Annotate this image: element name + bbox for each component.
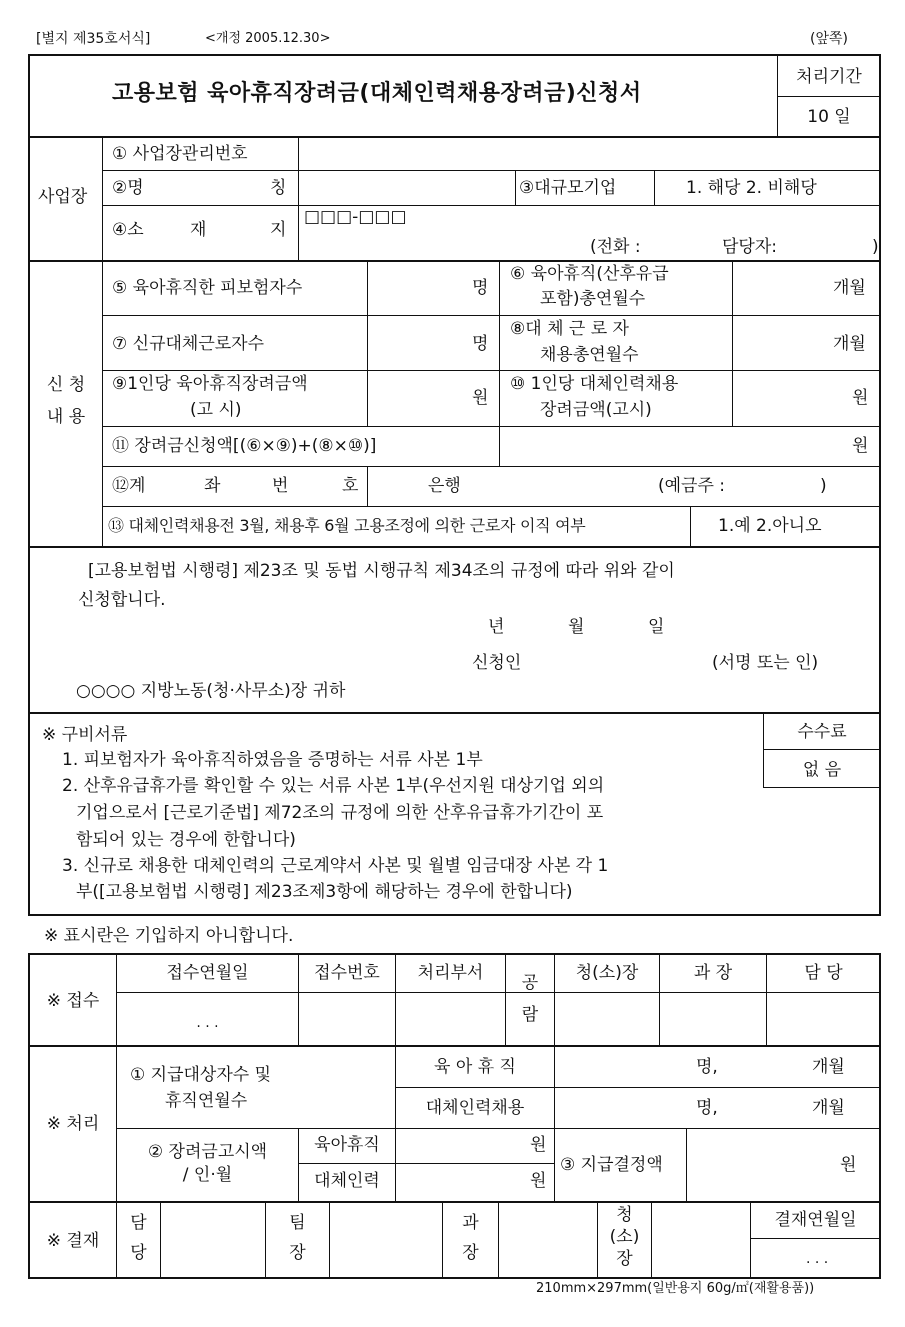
- application-section-label-1: 신 청: [46, 375, 86, 395]
- unit-won-1: 원: [472, 388, 489, 408]
- date-month: 월: [568, 617, 585, 637]
- officer-header: 담 당: [804, 963, 843, 983]
- payment-decision-label: ③ 지급결정액: [560, 1155, 663, 1175]
- approval-team-2: 장: [289, 1243, 306, 1263]
- form-number: [별지 제35호서식]: [36, 31, 151, 47]
- payment-target-l2: 휴직연월수: [165, 1091, 248, 1111]
- field-replacement-months-l2: 채용총연월수: [540, 345, 639, 365]
- field-replacement-months-l1: ⑧대 체 근 로 자: [510, 319, 629, 339]
- field-account-d: 호: [342, 476, 359, 496]
- field-turnover-question: ⑬ 대체인력채용전 3월, 채용후 6월 고용조정에 의한 근로자 이직 여부: [108, 516, 586, 535]
- document-item-3-l1: 3. 신규로 채용한 대체인력의 근로계약서 사본 및 월별 임금대장 사본 각 1: [62, 856, 609, 876]
- receipt-no-header: 접수번호: [314, 963, 380, 983]
- addressee: ○○○○ 지방노동(청·사무소)장 귀하: [76, 681, 346, 701]
- unit-won-5: 원: [530, 1171, 547, 1191]
- approval-date-dots: . . .: [806, 1251, 829, 1267]
- signature-label: (서명 또는 인): [712, 653, 819, 673]
- field-leave-months-l2: 포함)총연월수: [540, 289, 646, 309]
- revision-date: <개정 2005.12.30>: [205, 31, 331, 46]
- field-leave-months-l1: ⑥ 육아휴직(산후유급: [510, 264, 669, 284]
- depositor-label: (예금주 :: [658, 476, 726, 496]
- processing-period-label: 처리기간: [796, 67, 862, 87]
- paper-spec: 210mm×297mm(일반용지 60g/㎡(재활용품)): [536, 1281, 815, 1296]
- approval-officer-2: 당: [130, 1243, 147, 1263]
- date-day: 일: [648, 617, 665, 637]
- approval-section-1: 과: [462, 1213, 479, 1233]
- field-account-b: 좌: [204, 476, 221, 496]
- office-use-notice: ※ 표시란은 기입하지 아니합니다.: [44, 926, 294, 946]
- childcare-leave-label: 육 아 휴 직: [434, 1057, 516, 1077]
- document-item-1: 1. 피보험자가 육아휴직하였음을 증명하는 서류 사본 1부: [62, 750, 483, 770]
- unit-month-1: 개월: [833, 278, 866, 298]
- payment-target-l1: ① 지급대상자수 및: [130, 1065, 272, 1085]
- receipt-label: ※ 접수: [46, 991, 100, 1011]
- form-title: 고용보험 육아휴직장려금(대체인력채용장려금)신청서: [112, 81, 642, 106]
- documents-heading: ※ 구비서류: [42, 725, 128, 745]
- receipt-date-header: 접수연월일: [166, 963, 249, 983]
- postal-code-boxes[interactable]: □□□-□□□: [304, 207, 407, 227]
- unit-won-2: 원: [852, 388, 869, 408]
- unit-month-3: 개월: [812, 1057, 845, 1077]
- field-childcare-grant-l2: (고 시): [190, 400, 242, 420]
- approval-label: ※ 결재: [46, 1231, 100, 1251]
- replacement-label-2: 대체인력: [314, 1171, 380, 1191]
- business-no-input[interactable]: [300, 138, 878, 169]
- document-item-2-l2: 기업으로서 [근로기준법] 제72조의 규정에 의한 산후유급휴가기간이 포: [76, 803, 604, 823]
- process-label: ※ 처리: [46, 1114, 100, 1134]
- field-childcare-grant-l1: ⑨1인당 육아휴직장려금액: [112, 374, 308, 394]
- field-requested-amount: ⑪ 장려금신청액[(⑥×⑨)+(⑧×⑩)]: [112, 436, 377, 456]
- unit-won-3: 원: [852, 436, 869, 456]
- applicant-label: 신청인: [472, 653, 522, 673]
- field-new-replacement: ⑦ 신규대체근로자수: [112, 334, 265, 354]
- replacement-hire-label: 대체인력채용: [425, 1098, 525, 1118]
- field-account-a: ⑫계: [112, 476, 146, 496]
- field-insured-count: ⑤ 육아휴직한 피보험자수: [112, 278, 303, 298]
- field-replacement-grant-l2: 장려금액(고시): [540, 400, 652, 420]
- field-address-c: 지: [270, 220, 287, 240]
- business-name-input[interactable]: [300, 172, 513, 204]
- processing-period-value: 10 일: [807, 107, 851, 127]
- grant-notice-l2: / 인·월: [182, 1165, 233, 1185]
- unit-won-6: 원: [840, 1155, 857, 1175]
- field-name-b: 칭: [270, 178, 287, 198]
- dept-header: 처리부서: [417, 963, 484, 983]
- field-account-c: 번: [272, 476, 289, 496]
- application-section-label-2: 내 용: [46, 407, 86, 427]
- approval-chief-3: 장: [616, 1249, 633, 1269]
- field-address-a: ④소: [112, 220, 144, 240]
- phone-label: (전화 :: [590, 237, 641, 257]
- field-large-enterprise: ③대규모기업: [519, 178, 617, 198]
- grant-notice-l1: ② 장려금고시액: [147, 1142, 268, 1162]
- field-address-b: 재: [190, 220, 207, 240]
- review-label-2: 람: [521, 1005, 539, 1025]
- declaration-line-1: [고용보험법 시행령] 제23조 및 동법 시행규칙 제34조의 규정에 따라 위와 같이: [88, 561, 675, 581]
- fee-value: 없 음: [802, 760, 842, 780]
- approval-officer-1: 담: [130, 1213, 147, 1233]
- fee-label: 수수료: [797, 722, 847, 742]
- unit-month-4: 개월: [812, 1098, 845, 1118]
- section-head-header: 과 장: [693, 963, 733, 983]
- unit-month-2: 개월: [833, 334, 866, 354]
- manager-label: 담당자:: [722, 237, 777, 257]
- bank-label: 은행: [428, 476, 461, 496]
- document-item-3-l2: 부([고용보험법 시행령] 제23조제3항에 해당하는 경우에 한합니다): [76, 882, 573, 902]
- field-name-a: ②명: [112, 178, 144, 198]
- unit-pm-2: 명,: [696, 1098, 718, 1118]
- date-year: 년: [488, 617, 505, 637]
- field-replacement-grant-l1: ⑩ 1인당 대체인력채용: [510, 374, 679, 394]
- paren-close: ): [872, 237, 879, 257]
- page-side: (앞쪽): [810, 31, 848, 47]
- unit-won-4: 원: [530, 1135, 547, 1155]
- approval-chief-1: 청: [616, 1205, 633, 1225]
- unit-pm-1: 명,: [696, 1057, 718, 1077]
- unit-person-1: 명: [472, 278, 489, 298]
- document-item-2-l1: 2. 산후유급휴가를 확인할 수 있는 서류 사본 1부(우선지원 대상기업 외의: [62, 776, 605, 796]
- large-enterprise-options[interactable]: 1. 해당 2. 비해당: [686, 178, 817, 198]
- declaration-line-2: 신청합니다.: [78, 590, 166, 610]
- approval-chief-2: (소): [609, 1227, 640, 1247]
- approval-team-1: 팀: [289, 1213, 306, 1233]
- review-label-1: 공: [521, 973, 539, 993]
- childcare-leave-label-2: 육아휴직: [314, 1135, 380, 1155]
- approval-date-header: 결재연월일: [774, 1210, 857, 1230]
- business-section-label: 사업장: [38, 187, 88, 207]
- chief-header: 청(소)장: [575, 963, 639, 983]
- document-item-2-l3: 함되어 있는 경우에 한합니다): [76, 830, 296, 850]
- approval-section-2: 장: [462, 1243, 479, 1263]
- field-business-no: ① 사업장관리번호: [112, 144, 248, 164]
- turnover-options[interactable]: 1.예 2.아니오: [718, 516, 822, 536]
- depositor-close: ): [820, 476, 827, 496]
- receipt-date-dots: . . .: [196, 1015, 219, 1031]
- unit-person-2: 명: [472, 334, 489, 354]
